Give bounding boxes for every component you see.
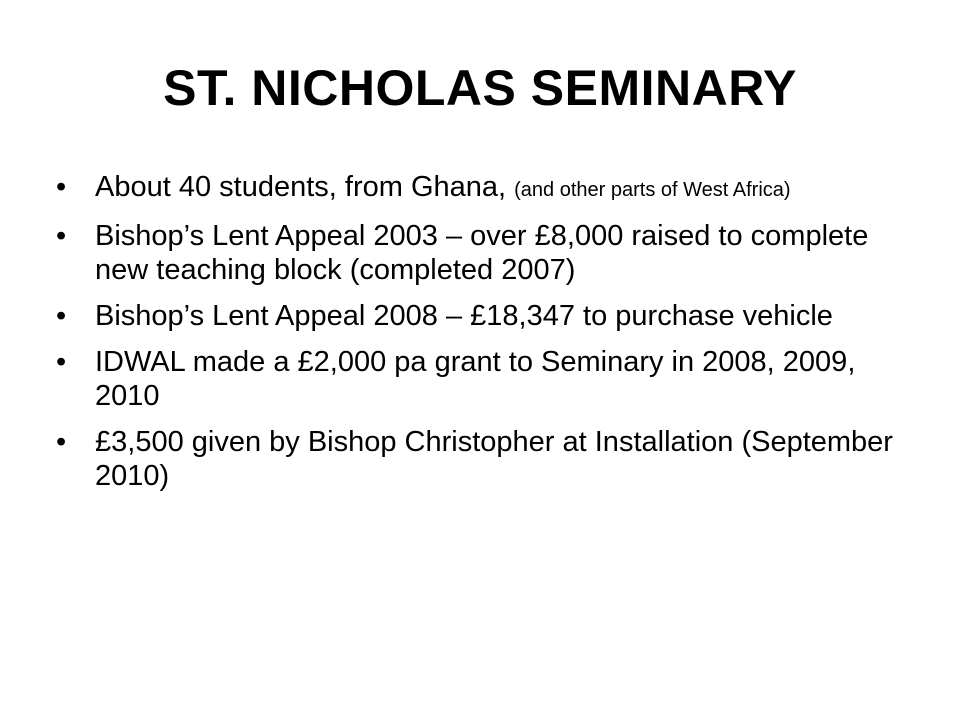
bullet-glyph: • [56,346,67,378]
bullet-text: Bishop’s Lent Appeal 2008 – £18,347 to purchase vehicle [95,300,833,332]
bullet-glyph: • [56,220,67,252]
bullet-text: £3,500 given by Bishop Christopher at Installation (September 2010) [95,426,893,492]
slide-title: ST. NICHOLAS SEMINARY [163,60,797,116]
bullet-item-idwal-grant [56,345,906,413]
bullet-list [56,170,906,505]
bullet-glyph: • [56,300,67,332]
bullet-aside-text: (and other parts of West Africa) [514,179,791,201]
bullet-item-lent-appeal-2008 [56,299,906,333]
bullet-item-students [56,170,906,207]
bullet-item-lent-appeal-2003 [56,219,906,287]
bullet-item-installation-gift [56,425,906,493]
bullet-text: About 40 students, from Ghana, [95,171,515,203]
bullet-text: IDWAL made a £2,000 pa grant to Seminary in 2008, 2009, 2010 [95,346,856,412]
bullet-glyph: • [56,426,67,458]
bullet-text: Bishop’s Lent Appeal 2003 – over £8,000 raised to complete new teaching block (completed 2007) [95,220,869,286]
bullet-glyph: • [56,171,67,203]
